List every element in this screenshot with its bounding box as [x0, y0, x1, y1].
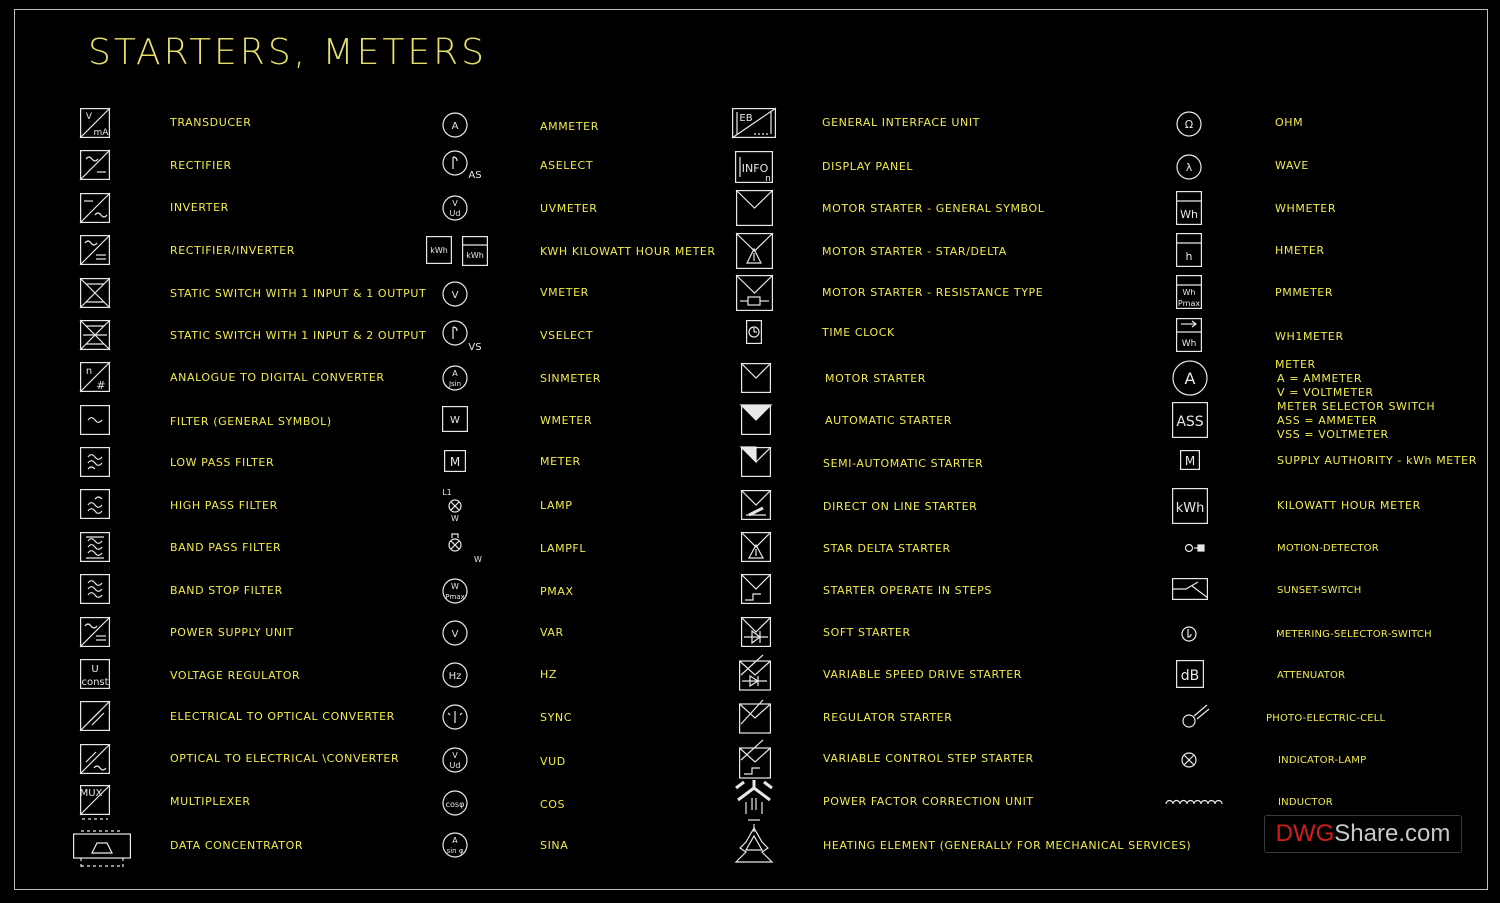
automatic-starter-icon — [741, 405, 771, 435]
svg-text:M: M — [449, 455, 461, 469]
band-stop-filter-icon — [80, 574, 110, 604]
whmeter-icon — [1176, 191, 1202, 225]
svg-text:V: V — [451, 629, 459, 640]
svg-text:kWh: kWh — [1175, 501, 1205, 516]
sina-icon — [442, 832, 468, 858]
meter-legend-line: A = AMMETER — [1277, 372, 1363, 385]
motor-starter-resistance-icon — [736, 275, 773, 311]
label-col3-3: MOTOR STARTER - STAR/DELTA — [822, 245, 1007, 258]
label-col3-4: MOTOR STARTER - RESISTANCE TYPE — [822, 286, 1044, 299]
svg-text:const: const — [81, 677, 109, 688]
indicator-lamp-icon — [1181, 752, 1197, 768]
label-col1-2: INVERTER — [170, 201, 229, 214]
meter-m-icon — [444, 450, 466, 472]
label-col2-12: VAR — [540, 626, 564, 639]
static-switch-1-2-icon — [80, 320, 110, 350]
label-col1-16: MULTIPLEXER — [170, 795, 251, 808]
label-col2-1: ASELECT — [540, 159, 594, 172]
starter-operate-steps-icon — [741, 574, 771, 604]
svg-text:Hz: Hz — [448, 671, 462, 682]
label-col4-10: METERING-SELECTOR-SWITCH — [1276, 629, 1432, 640]
label-col4-14: INDUCTOR — [1278, 797, 1333, 808]
variable-speed-drive-starter-icon — [739, 653, 771, 691]
inductor-icon — [1164, 796, 1220, 806]
label-col3-12: SOFT STARTER — [823, 626, 911, 639]
label-col4-5: WH1METER — [1275, 330, 1344, 343]
watermark-logo — [1264, 815, 1462, 853]
vmeter-icon — [442, 281, 468, 307]
svg-text:Ud: Ud — [449, 209, 461, 218]
label-col2-6: SINMETER — [540, 372, 602, 385]
label-col2-14: SYNC — [540, 711, 573, 724]
ass-icon — [1172, 402, 1208, 438]
multiplexer-icon — [80, 785, 110, 815]
transducer-icon — [80, 108, 110, 138]
label-col2-0: AMMETER — [540, 120, 599, 133]
svg-text:U: U — [91, 664, 99, 675]
label-col4-4: PMMETER — [1275, 286, 1334, 299]
label-col4-7: KILOWATT HOUR METER — [1277, 499, 1421, 512]
label-col1-10: BAND PASS FILTER — [170, 541, 282, 554]
var-icon — [442, 620, 468, 646]
pmax-icon — [442, 578, 468, 604]
svg-text:A: A — [1184, 369, 1196, 388]
lamp-icon — [440, 487, 470, 525]
label-col1-5: STATIC SWITCH WITH 1 INPUT & 2 OUTPUT — [170, 329, 427, 342]
pmmeter-icon — [1176, 275, 1202, 309]
rectifier-inverter-icon — [80, 235, 110, 265]
svg-text:VS: VS — [468, 342, 482, 353]
wh1meter-icon — [1176, 318, 1202, 352]
label-col1-1: RECTIFIER — [170, 159, 232, 172]
heating-element-icon — [732, 824, 776, 866]
motion-detector-icon — [1184, 541, 1206, 555]
ammeter-icon — [442, 112, 468, 138]
sunset-switch-icon — [1172, 578, 1208, 600]
vselect-icon — [442, 320, 482, 352]
label-col2-7: WMETER — [540, 414, 593, 427]
svg-text:AS: AS — [468, 170, 482, 181]
label-col2-10: LAMPFL — [540, 542, 587, 555]
label-col1-6: ANALOGUE TO DIGITAL CONVERTER — [170, 371, 385, 384]
hmeter-icon — [1176, 233, 1202, 267]
svg-text:dB: dB — [1180, 668, 1200, 684]
label-col3-0: GENERAL INTERFACE UNIT — [822, 116, 981, 129]
label-col4-9: SUNSET-SWITCH — [1277, 585, 1362, 596]
optical-electrical-icon — [80, 744, 110, 774]
svg-text:W: W — [451, 514, 459, 523]
static-switch-1-1-icon — [80, 278, 110, 308]
svg-text:Jsin: Jsin — [448, 380, 462, 388]
svg-text:V: V — [85, 112, 93, 122]
label-col1-17: DATA CONCENTRATOR — [170, 839, 304, 852]
svg-text:n: n — [85, 366, 93, 377]
label-col1-15: OPTICAL TO ELECTRICAL \CONVERTER — [170, 752, 400, 765]
svg-text:Pmax: Pmax — [1177, 299, 1201, 308]
label-col2-2: UVMETER — [540, 202, 598, 215]
svg-text:λ: λ — [1185, 161, 1193, 174]
label-col3-16: POWER FACTOR CORRECTION UNIT — [823, 795, 1034, 808]
label-col3-13: VARIABLE SPEED DRIVE STARTER — [823, 668, 1023, 681]
svg-text:#: # — [96, 379, 106, 392]
svg-text:n: n — [765, 174, 771, 184]
svg-text:sin φ: sin φ — [446, 847, 464, 855]
metering-selector-switch-icon — [1181, 625, 1197, 643]
variable-control-step-starter-icon — [739, 738, 771, 780]
general-interface-unit-icon — [732, 108, 776, 138]
label-col3-9: DIRECT ON LINE STARTER — [823, 500, 978, 513]
svg-text:kWh: kWh — [466, 251, 484, 260]
label-col4-3: HMETER — [1275, 244, 1325, 257]
label-col1-3: RECTIFIER/INVERTER — [170, 244, 296, 257]
kwh-meter-2-icon — [462, 236, 488, 266]
label-col3-11: STARTER OPERATE IN STEPS — [823, 584, 992, 597]
label-col2-5: VSELECT — [540, 329, 594, 342]
svg-text:V: V — [452, 751, 458, 760]
svg-text:INFO: INFO — [741, 162, 769, 175]
label-col3-6: MOTOR STARTER — [825, 372, 926, 385]
meter-a-icon — [1172, 360, 1208, 396]
label-col2-3: KWH KILOWATT HOUR METER — [540, 245, 716, 258]
star-delta-starter-icon — [741, 532, 771, 562]
label-col1-8: LOW PASS FILTER — [170, 456, 275, 469]
svg-text:cosφ: cosφ — [445, 800, 465, 809]
svg-text:V: V — [451, 290, 459, 301]
label-col4-6: SUPPLY AUTHORITY - kWh METER — [1277, 454, 1477, 467]
label-col3-8: SEMI-AUTOMATIC STARTER — [823, 457, 984, 470]
svg-text:M: M — [1184, 454, 1196, 468]
label-col1-9: HIGH PASS FILTER — [170, 499, 278, 512]
label-col1-4: STATIC SWITCH WITH 1 INPUT & 1 OUTPUT — [170, 287, 427, 300]
wmeter-icon — [442, 406, 468, 432]
power-supply-unit-icon — [80, 617, 110, 647]
meter-legend-line: ASS = AMMETER — [1277, 414, 1378, 427]
label-col1-14: ELECTRICAL TO OPTICAL CONVERTER — [170, 710, 395, 723]
motor-starter-general-icon — [736, 190, 773, 226]
wave-icon — [1176, 154, 1202, 180]
watermark-part1: DWG — [1275, 820, 1335, 847]
label-col2-9: LAMP — [540, 499, 573, 512]
label-col2-13: HZ — [540, 668, 558, 681]
label-col4-11: ATTENUATOR — [1277, 670, 1346, 681]
svg-text:Ω: Ω — [1184, 118, 1194, 131]
band-pass-filter-icon — [80, 532, 110, 562]
high-pass-filter-icon — [80, 489, 110, 519]
uvmeter-icon — [442, 195, 468, 221]
svg-text:V: V — [452, 199, 458, 208]
label-col1-7: FILTER (GENERAL SYMBOL) — [170, 415, 332, 428]
sync-icon — [442, 704, 468, 730]
meter-legend-line: METER — [1275, 358, 1316, 371]
label-col1-13: VOLTAGE REGULATOR — [170, 669, 301, 682]
direct-on-line-starter-icon — [741, 490, 771, 520]
attenuator-icon — [1176, 660, 1204, 688]
display-panel-icon — [735, 151, 773, 183]
svg-text:MUX: MUX — [79, 788, 103, 799]
vud-icon — [442, 747, 468, 773]
label-col2-17: SINA — [540, 839, 569, 852]
time-clock-icon — [746, 320, 762, 344]
label-col2-4: VMETER — [540, 286, 589, 299]
label-col4-12: PHOTO-ELECTRIC-CELL — [1266, 713, 1386, 724]
label-col2-16: COS — [540, 798, 566, 811]
svg-text:Wh: Wh — [1182, 288, 1196, 297]
low-pass-filter-icon — [80, 447, 110, 477]
label-col2-11: PMAX — [540, 585, 574, 598]
label-col1-11: BAND STOP FILTER — [170, 584, 283, 597]
label-col2-15: VUD — [540, 755, 566, 768]
svg-text:W: W — [450, 415, 460, 426]
label-col3-1: DISPLAY PANEL — [822, 160, 914, 173]
rectifier-icon — [80, 150, 110, 180]
label-col3-15: VARIABLE CONTROL STEP STARTER — [823, 752, 1034, 765]
page-title: STARTERS, METERS — [88, 32, 487, 73]
label-col4-1: WAVE — [1275, 159, 1309, 172]
electrical-optical-icon — [80, 701, 110, 731]
label-col1-0: TRANSDUCER — [170, 116, 252, 129]
kwh-big-icon — [1172, 488, 1208, 524]
lampfl-icon — [440, 530, 486, 566]
hz-icon — [442, 662, 468, 688]
svg-text:Pmax: Pmax — [445, 593, 465, 601]
label-col4-2: WHMETER — [1275, 202, 1337, 215]
svg-text:Wh: Wh — [1181, 339, 1197, 349]
meter-legend-line: V = VOLTMETER — [1277, 386, 1374, 399]
semi-automatic-starter-icon — [741, 447, 771, 477]
motor-starter-icon — [741, 363, 771, 393]
meter-legend — [1275, 358, 1435, 442]
svg-text:mA: mA — [93, 128, 109, 138]
svg-text:A: A — [451, 121, 459, 132]
svg-text:Ud: Ud — [449, 761, 461, 770]
kwh-meter-1-icon — [426, 236, 452, 264]
svg-text:A: A — [452, 836, 458, 845]
soft-starter-icon — [741, 617, 771, 647]
aselect-icon — [442, 150, 482, 182]
regulator-starter-icon — [739, 696, 771, 734]
data-concentrator-icon — [73, 828, 131, 872]
label-col4-8: MOTION-DETECTOR — [1277, 543, 1379, 554]
photo-electric-cell-icon — [1180, 702, 1210, 730]
watermark-part2: Share.com — [1334, 820, 1451, 847]
power-factor-correction-icon — [732, 780, 776, 822]
svg-text:L1: L1 — [442, 488, 452, 497]
sinmeter-icon — [442, 365, 468, 391]
label-col2-8: METER — [540, 455, 581, 468]
supply-authority-meter-icon — [1180, 450, 1200, 470]
label-col4-0: OHM — [1275, 116, 1304, 129]
label-col3-2: MOTOR STARTER - GENERAL SYMBOL — [822, 202, 1045, 215]
svg-text:EB: EB — [739, 113, 753, 124]
label-col3-10: STAR DELTA STARTER — [823, 542, 951, 555]
ohm-icon — [1176, 111, 1202, 137]
meter-legend-line: METER SELECTOR SWITCH — [1277, 400, 1436, 413]
ad-converter-icon — [80, 362, 110, 392]
svg-text:W: W — [451, 582, 459, 591]
inverter-icon — [80, 193, 110, 223]
label-col4-13: INDICATOR-LAMP — [1278, 755, 1367, 766]
svg-text:A: A — [452, 369, 458, 378]
svg-text:ASS: ASS — [1176, 414, 1204, 430]
label-col3-17: HEATING ELEMENT (GENERALLY FOR MECHANICAL SERVICES) — [823, 839, 1192, 852]
svg-text:kWh: kWh — [430, 246, 448, 255]
label-col1-12: POWER SUPPLY UNIT — [170, 626, 294, 639]
svg-text:Wh: Wh — [1180, 208, 1198, 221]
label-col3-7: AUTOMATIC STARTER — [825, 414, 952, 427]
svg-text:h: h — [1185, 250, 1193, 263]
filter-general-icon — [80, 405, 110, 435]
svg-text:W: W — [474, 555, 482, 564]
voltage-regulator-icon — [80, 659, 110, 689]
label-col3-5: TIME CLOCK — [822, 326, 895, 339]
meter-legend-line: VSS = VOLTMETER — [1277, 428, 1389, 441]
motor-starter-star-delta-icon — [736, 233, 773, 269]
cos-icon — [442, 790, 468, 816]
label-col3-14: REGULATOR STARTER — [823, 711, 953, 724]
